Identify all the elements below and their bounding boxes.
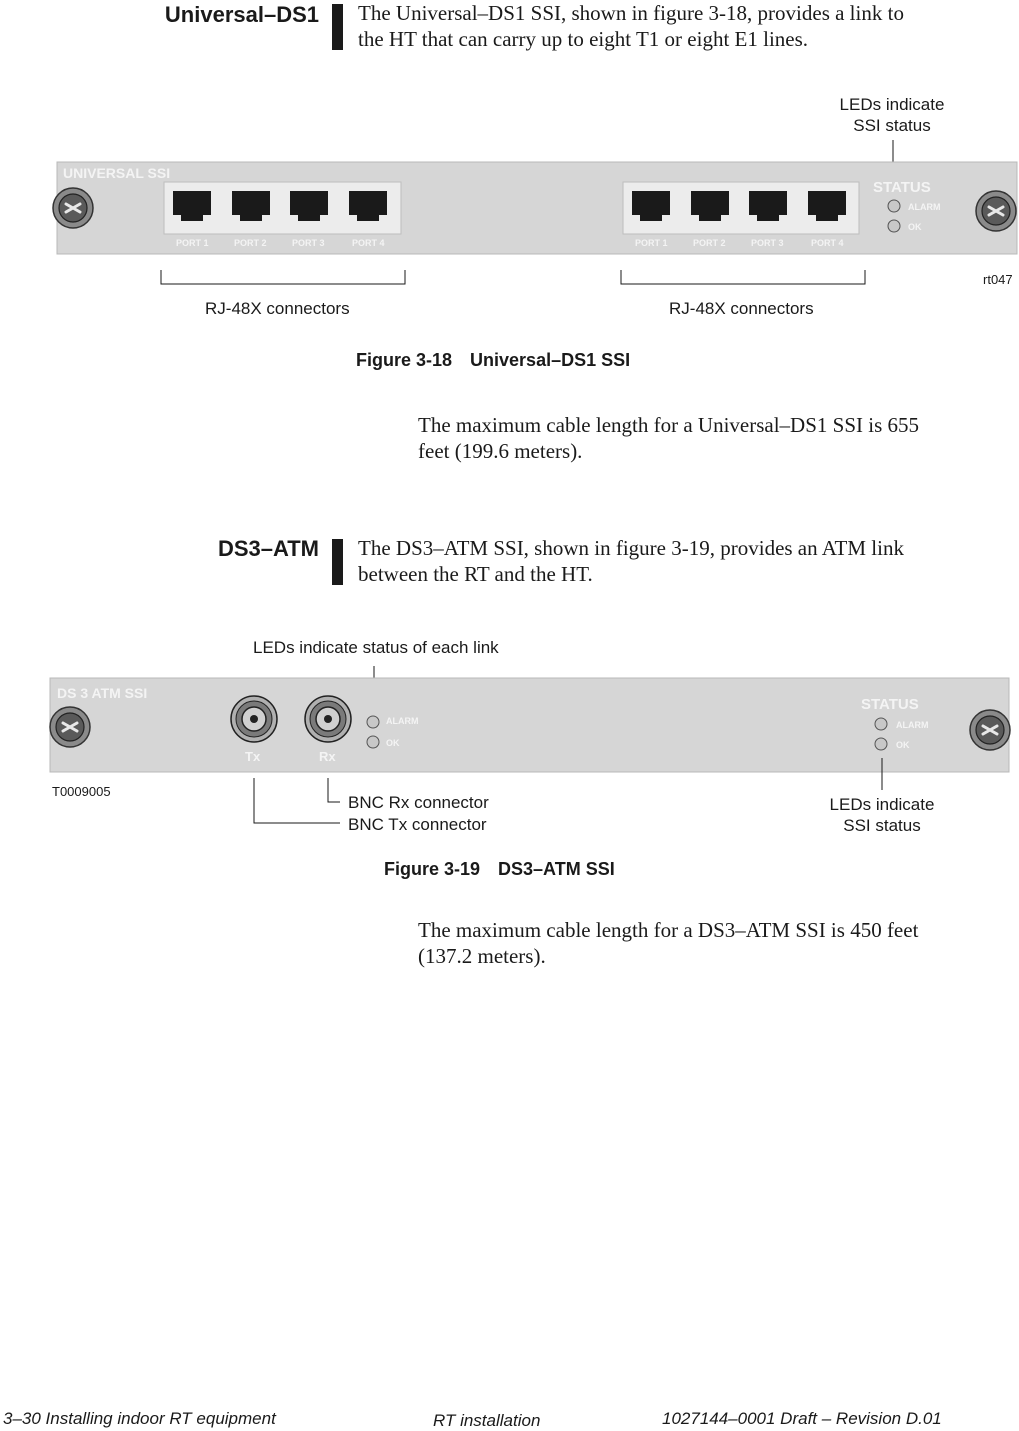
paragraph-line: (137.2 meters). [418,944,546,968]
port-label: PORT 3 [751,238,784,248]
paragraph-line: The Universal–DS1 SSI, shown in figure 3-18, provides a link to [358,1,904,25]
ok-led-label: OK [896,740,910,750]
side-heading-ds3-atm: DS3–ATM [217,536,319,561]
link-ok-led-label: OK [386,738,400,748]
bnc-tx-leader-line [254,778,340,823]
callout-line: LEDs indicate [839,95,945,114]
side-heading-universal-ds1: Universal–DS1 [164,2,319,27]
screw-icon [53,188,93,228]
port-label: PORT 2 [234,238,267,248]
figure-id: T0009005 [52,784,111,799]
figure-caption-3-19 [384,859,615,880]
rj48x-connectors-label-right: RJ-48X connectors [669,299,814,318]
paragraph-ds3-atm [358,535,904,587]
screw-icon [976,191,1016,231]
ok-led-label: OK [908,222,922,232]
panel-title: UNIVERSAL SSI [63,165,171,181]
footer-left: 3–30 Installing indoor RT equipment [3,1409,276,1428]
bnc-tx-connector-callout: BNC Tx connector [348,815,487,834]
alarm-led-label: ALARM [896,720,929,730]
screw-icon [50,707,90,747]
port-label: PORT 3 [292,238,325,248]
alarm-led-label: ALARM [908,202,941,212]
connector-bracket-left [161,270,405,284]
caption-number: Figure 3-19 [384,859,481,879]
paragraph-line: between the RT and the HT. [358,562,593,586]
footer-right: 1027144–0001 Draft – Revision D.01 [662,1409,942,1428]
paragraph-line: The DS3–ATM SSI, shown in figure 3-19, provides an ATM link [358,536,904,560]
paragraph-cable-length-ds1 [418,412,919,464]
leds-link-status-callout: LEDs indicate status of each link [253,638,499,657]
footer-center: RT installation [433,1411,541,1430]
tx-label: Tx [245,749,261,764]
port-label: PORT 4 [352,238,385,248]
screw-icon [970,710,1010,750]
status-label: STATUS [861,696,919,713]
paragraph-line: The maximum cable length for a Universal–DS1 SSI is 655 [418,413,919,437]
callout-line: LEDs indicate [829,795,935,814]
link-alarm-led-icon [367,716,379,728]
status-label: STATUS [873,179,931,196]
bnc-rx-connector-icon [305,696,351,742]
port-label: PORT 2 [693,238,726,248]
connector-bracket-right [621,270,865,284]
ok-led-icon [888,220,900,232]
paragraph-universal-ds1 [358,0,904,52]
figure-caption-3-18 [356,350,630,371]
figure-id: rt047 [983,272,1013,287]
paragraph-line: feet (199.6 meters). [418,439,583,463]
link-alarm-led-label: ALARM [386,716,419,726]
bnc-tx-connector-icon [231,696,277,742]
port-label: PORT 4 [811,238,844,248]
paragraph-line: The maximum cable length for a DS3–ATM SSI is 450 feet [418,918,919,942]
leds-status-callout [822,94,962,136]
caption-number: Figure 3-18 [356,350,453,370]
ds3-atm-ssi-panel [50,678,1009,772]
change-bar [332,539,343,585]
paragraph-line: the HT that can carry up to eight T1 or eight E1 lines. [358,27,809,51]
caption-title: DS3–ATM SSI [498,859,615,879]
ok-led-icon [875,738,887,750]
rj48x-connectors-label-left: RJ-48X connectors [205,299,350,318]
bnc-rx-connector-callout: BNC Rx connector [348,793,489,812]
leds-ssi-status-callout [812,794,952,836]
caption-title: Universal–DS1 SSI [470,350,631,370]
port-label: PORT 1 [635,238,668,248]
paragraph-cable-length-ds3 [418,917,918,969]
callout-line: SSI status [843,816,921,835]
universal-ssi-figure [0,140,1019,290]
callout-line: SSI status [853,116,931,135]
change-bar [332,4,343,50]
bnc-rx-leader-line [328,778,340,802]
alarm-led-icon [875,718,887,730]
panel-title: DS 3 ATM SSI [57,685,148,701]
port-label: PORT 1 [176,238,209,248]
alarm-led-icon [888,200,900,212]
link-ok-led-icon [367,736,379,748]
rx-label: Rx [319,749,336,764]
